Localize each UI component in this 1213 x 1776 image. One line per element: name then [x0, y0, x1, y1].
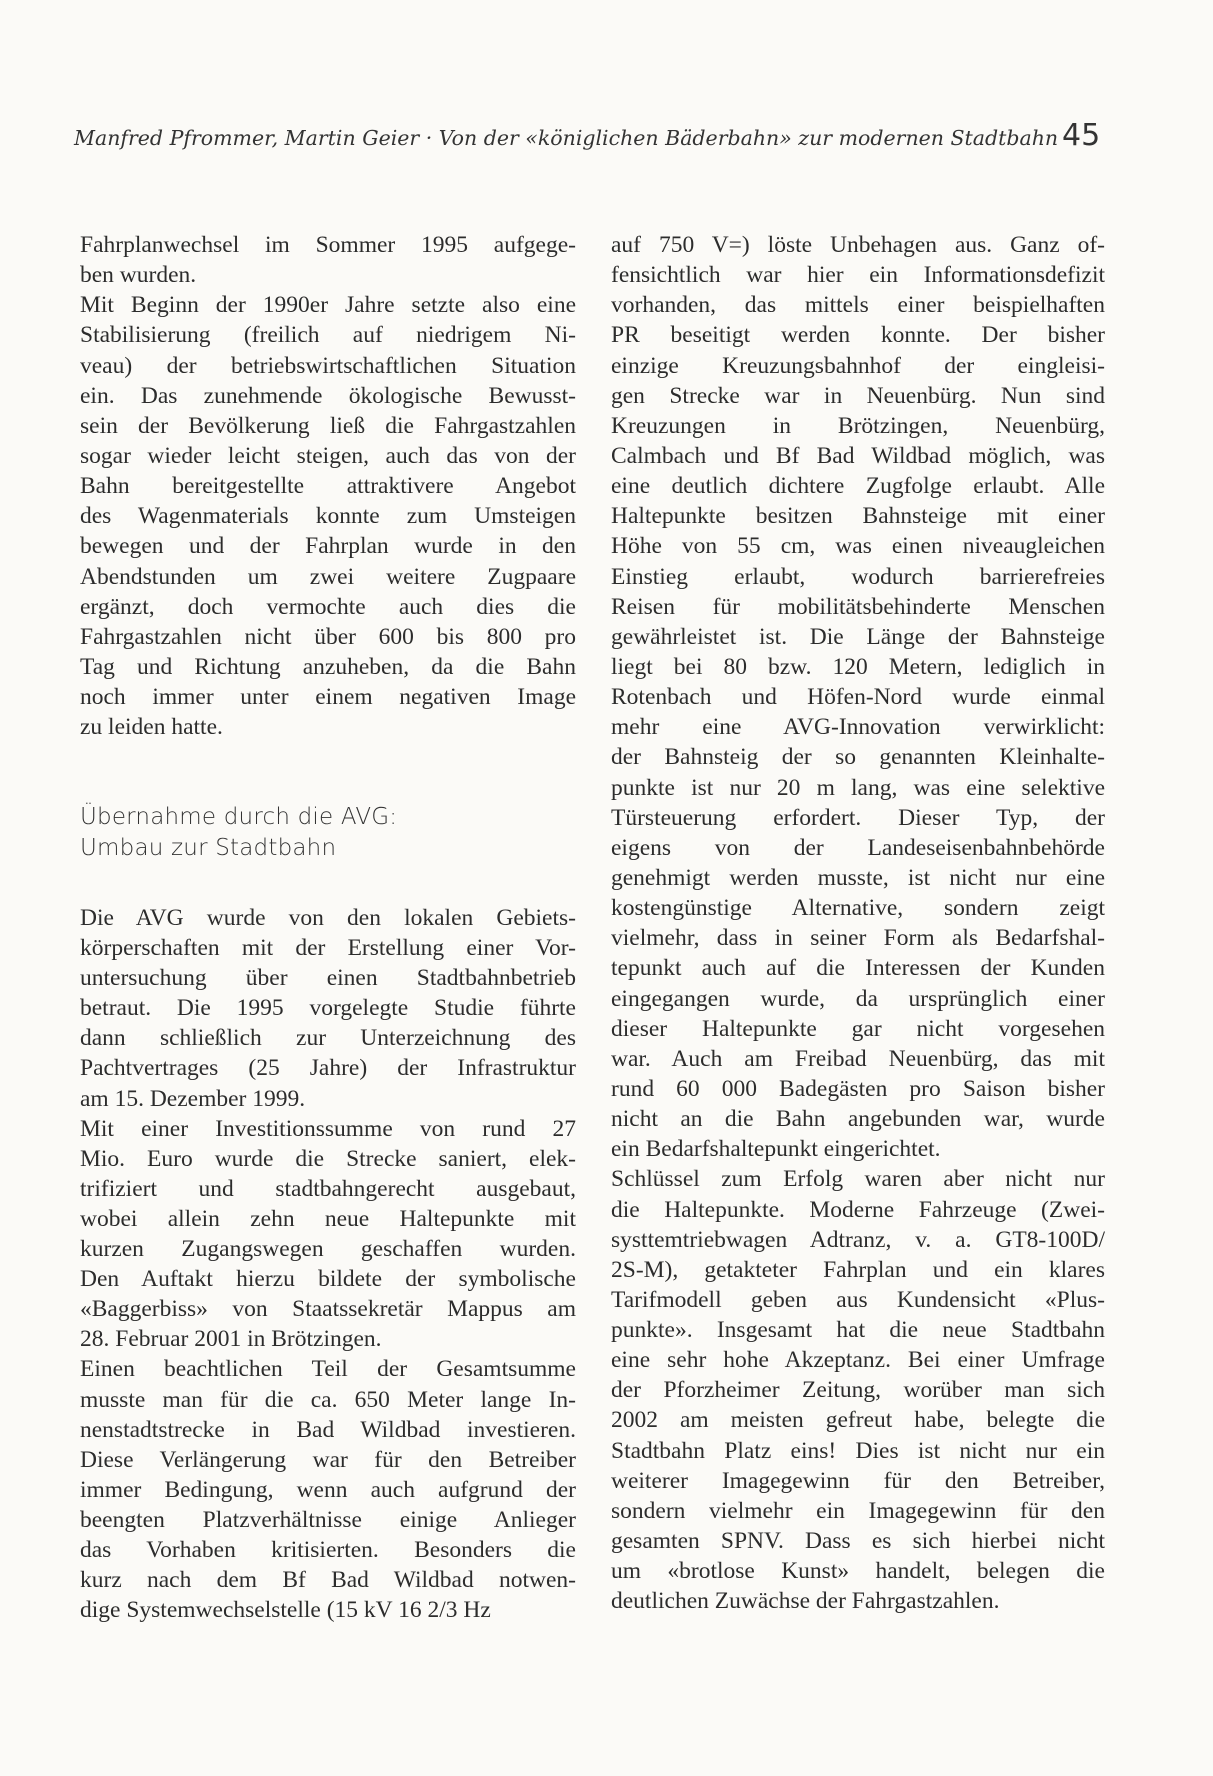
text-line: liegt bei 80 bzw. 120 Metern, lediglich in: [611, 653, 1105, 680]
right-column: [611, 230, 1105, 1616]
text-line: Einstieg erlaubt, wodurch barrierefreies: [611, 563, 1105, 590]
text-line: eingegangen wurde, da ursprünglich einer: [611, 985, 1105, 1012]
text-line: kostengünstige Alternative, sondern zeigt: [611, 895, 1105, 922]
text-line: eine sehr hohe Akzeptanz. Bei einer Umfrage: [611, 1347, 1105, 1374]
text-line: Rotenbach und Höfen-Nord wurde einmal: [611, 684, 1105, 711]
text-line: Tag und Richtung anzuheben, da die Bahn: [80, 653, 576, 680]
text-line: einzige Kreuzungsbahnhof der eingleisi-: [611, 352, 1105, 379]
text-line: gewährleistet ist. Die Länge der Bahnsteige: [611, 623, 1105, 650]
text-line: Tarifmodell geben aus Kundensicht «Plus-: [611, 1286, 1105, 1313]
text-line: Calmbach und Bf Bad Wildbad möglich, was: [611, 442, 1105, 469]
text-line: Den Auftakt hierzu bildete der symbolische: [80, 1266, 576, 1293]
text-line: 2002 am meisten gefreut habe, belegte die: [611, 1407, 1105, 1434]
text-line: punkte ist nur 20 m lang, was eine selektive: [611, 774, 1105, 801]
text-line: Haltepunkte besitzen Bahnsteige mit einer: [611, 503, 1105, 530]
text-line: nenstadtstrecke in Bad Wildbad investieren.: [80, 1416, 576, 1443]
text-line: bewegen und der Fahrplan wurde in den: [80, 533, 576, 560]
text-line: immer Bedingung, wenn auch aufgrund der: [80, 1476, 576, 1503]
text-line: Türsteuerung erfordert. Dieser Typ, der: [611, 804, 1105, 831]
text-line: am 15. Dezember 1999.: [80, 1085, 306, 1112]
text-line: der Pforzheimer Zeitung, worüber man sich: [611, 1377, 1105, 1404]
text-line: Fahrplanwechsel im Sommer 1995 aufgege-: [80, 232, 576, 258]
section-heading-line-2: Umbau zur Stadtbahn: [80, 835, 337, 861]
text-line: sein der Bevölkerung ließ die Fahrgastzahlen: [80, 412, 576, 439]
text-line: gen Strecke war in Neuenbürg. Nun sind: [611, 382, 1105, 409]
text-line: dige Systemwechselstelle (15 kV 16 2/3 Hz: [80, 1597, 491, 1624]
left-column-top: [80, 230, 576, 742]
text-line: ergänzt, doch vermochte auch dies die: [80, 593, 576, 620]
text-line: sogar wieder leicht steigen, auch das von der: [80, 442, 576, 469]
text-line: Höhe von 55 cm, was einen niveaugleichen: [611, 533, 1105, 560]
text-line: veau) der betriebswirtschaftlichen Situation: [80, 352, 576, 379]
text-line: 2S-M), getakteter Fahrplan und ein klares: [611, 1256, 1105, 1283]
text-line: Kreuzungen in Brötzingen, Neuenbürg,: [611, 412, 1105, 439]
text-line: sondern vielmehr ein Imagegewinn für den: [611, 1497, 1105, 1524]
text-line: PR beseitigt werden konnte. Der bisher: [611, 322, 1105, 349]
text-line: die Haltepunkte. Moderne Fahrzeuge (Zwei-: [611, 1196, 1105, 1223]
text-line: ein Bedarfshaltepunkt eingerichtet.: [611, 1136, 941, 1163]
section-heading-line-1: Übernahme durch die AVG:: [80, 804, 398, 830]
text-line: Mit einer Investitionssumme von rund 27: [80, 1115, 576, 1142]
text-line: tepunkt auch auf die Interessen der Kunden: [611, 955, 1105, 982]
text-line: Bahn bereitgestellte attraktivere Angebot: [80, 473, 576, 500]
text-line: Mio. Euro wurde die Strecke saniert, elek-: [80, 1145, 576, 1172]
text-line: Fahrgastzahlen nicht über 600 bis 800 pro: [80, 623, 576, 650]
text-line: Mit Beginn der 1990er Jahre setzte also eine: [80, 292, 576, 319]
text-line: auf 750 V=) löste Unbehagen aus. Ganz of-: [611, 232, 1105, 258]
left-column-bottom: [80, 903, 576, 1625]
text-line: des Wagenmaterials konnte zum Umsteigen: [80, 503, 576, 530]
text-line: musste man für die ca. 650 Meter lange In-: [80, 1386, 576, 1413]
text-line: ein. Das zunehmende ökologische Bewusst-: [80, 382, 576, 409]
text-line: wobei allein zehn neue Haltepunkte mit: [80, 1205, 576, 1232]
text-line: rund 60 000 Badegästen pro Saison bisher: [611, 1075, 1105, 1102]
text-line: systtemtriebwagen Adtranz, v. a. GT8-100D/: [611, 1226, 1105, 1253]
text-line: um «brotlose Kunst» handelt, belegen die: [611, 1558, 1105, 1585]
text-line: ben wurden.: [80, 262, 197, 289]
text-line: dann schließlich zur Unterzeichnung des: [80, 1025, 576, 1052]
text-line: Pachtvertrages (25 Jahre) der Infrastruktur: [80, 1055, 576, 1082]
text-line: Schlüssel zum Erfolg waren aber nicht nur: [611, 1166, 1105, 1193]
text-line: punkte». Insgesamt hat die neue Stadtbahn: [611, 1317, 1105, 1344]
text-line: noch immer unter einem negativen Image: [80, 684, 576, 711]
text-line: kurz nach dem Bf Bad Wildbad notwen-: [80, 1567, 576, 1594]
text-line: weiterer Imagegewinn für den Betreiber,: [611, 1467, 1105, 1494]
text-line: kurzen Zugangswegen geschaffen wurden.: [80, 1236, 576, 1263]
text-line: Stabilisierung (freilich auf niedrigem Ni-: [80, 322, 576, 349]
text-line: der Bahnsteig der so genannten Kleinhalte-: [611, 744, 1105, 771]
text-line: untersuchung über einen Stadtbahnbetrieb: [80, 965, 576, 992]
text-line: das Vorhaben kritisierten. Besonders die: [80, 1536, 576, 1563]
text-line: nicht an die Bahn angebunden war, wurde: [611, 1106, 1105, 1133]
text-line: mehr eine AVG-Innovation verwirklicht:: [611, 714, 1105, 741]
text-line: körperschaften mit der Erstellung einer Vor-: [80, 935, 576, 962]
text-line: betraut. Die 1995 vorgelegte Studie führte: [80, 995, 576, 1022]
text-line: «Baggerbiss» von Staatssekretär Mappus am: [80, 1296, 576, 1323]
text-line: vorhanden, das mittels einer beispielhaften: [611, 292, 1105, 319]
text-line: fensichtlich war hier ein Informationsdefizit: [611, 262, 1105, 289]
text-line: Reisen für mobilitätsbehinderte Menschen: [611, 593, 1105, 620]
text-line: Abendstunden um zwei weitere Zugpaare: [80, 563, 576, 590]
running-header-title: Manfred Pfrommer, Martin Geier · Von der «königlichen Bäderbahn» zur modernen Stadtbahn: [74, 126, 1059, 150]
text-line: Einen beachtlichen Teil der Gesamtsumme: [80, 1356, 576, 1383]
section-heading: [80, 802, 576, 864]
text-line: vielmehr, dass in seiner Form als Bedarfshal-: [611, 925, 1105, 952]
text-line: deutlichen Zuwächse der Fahrgastzahlen.: [611, 1588, 1000, 1615]
page-number: 45: [1062, 118, 1101, 153]
text-line: trifiziert und stadtbahngerecht ausgebaut,: [80, 1175, 576, 1202]
text-line: eine deutlich dichtere Zugfolge erlaubt. Alle: [611, 473, 1105, 500]
text-line: Stadtbahn Platz eins! Dies ist nicht nur ein: [611, 1437, 1105, 1464]
text-line: eigens von der Landeseisenbahnbehörde: [611, 834, 1105, 861]
text-line: beengten Platzverhältnisse einige Anlieger: [80, 1506, 576, 1533]
text-line: genehmigt werden musste, ist nicht nur eine: [611, 864, 1105, 891]
text-line: 28. Februar 2001 in Brötzingen.: [80, 1326, 382, 1353]
text-line: war. Auch am Freibad Neuenbürg, das mit: [611, 1045, 1105, 1072]
text-line: Die AVG wurde von den lokalen Gebiets-: [80, 905, 576, 931]
text-line: Diese Verlängerung war für den Betreiber: [80, 1446, 576, 1473]
text-line: zu leiden hatte.: [80, 714, 223, 741]
text-line: dieser Haltepunkte gar nicht vorgesehen: [611, 1015, 1105, 1042]
running-header: [74, 118, 1104, 158]
text-line: gesamten SPNV. Dass es sich hierbei nicht: [611, 1528, 1105, 1555]
